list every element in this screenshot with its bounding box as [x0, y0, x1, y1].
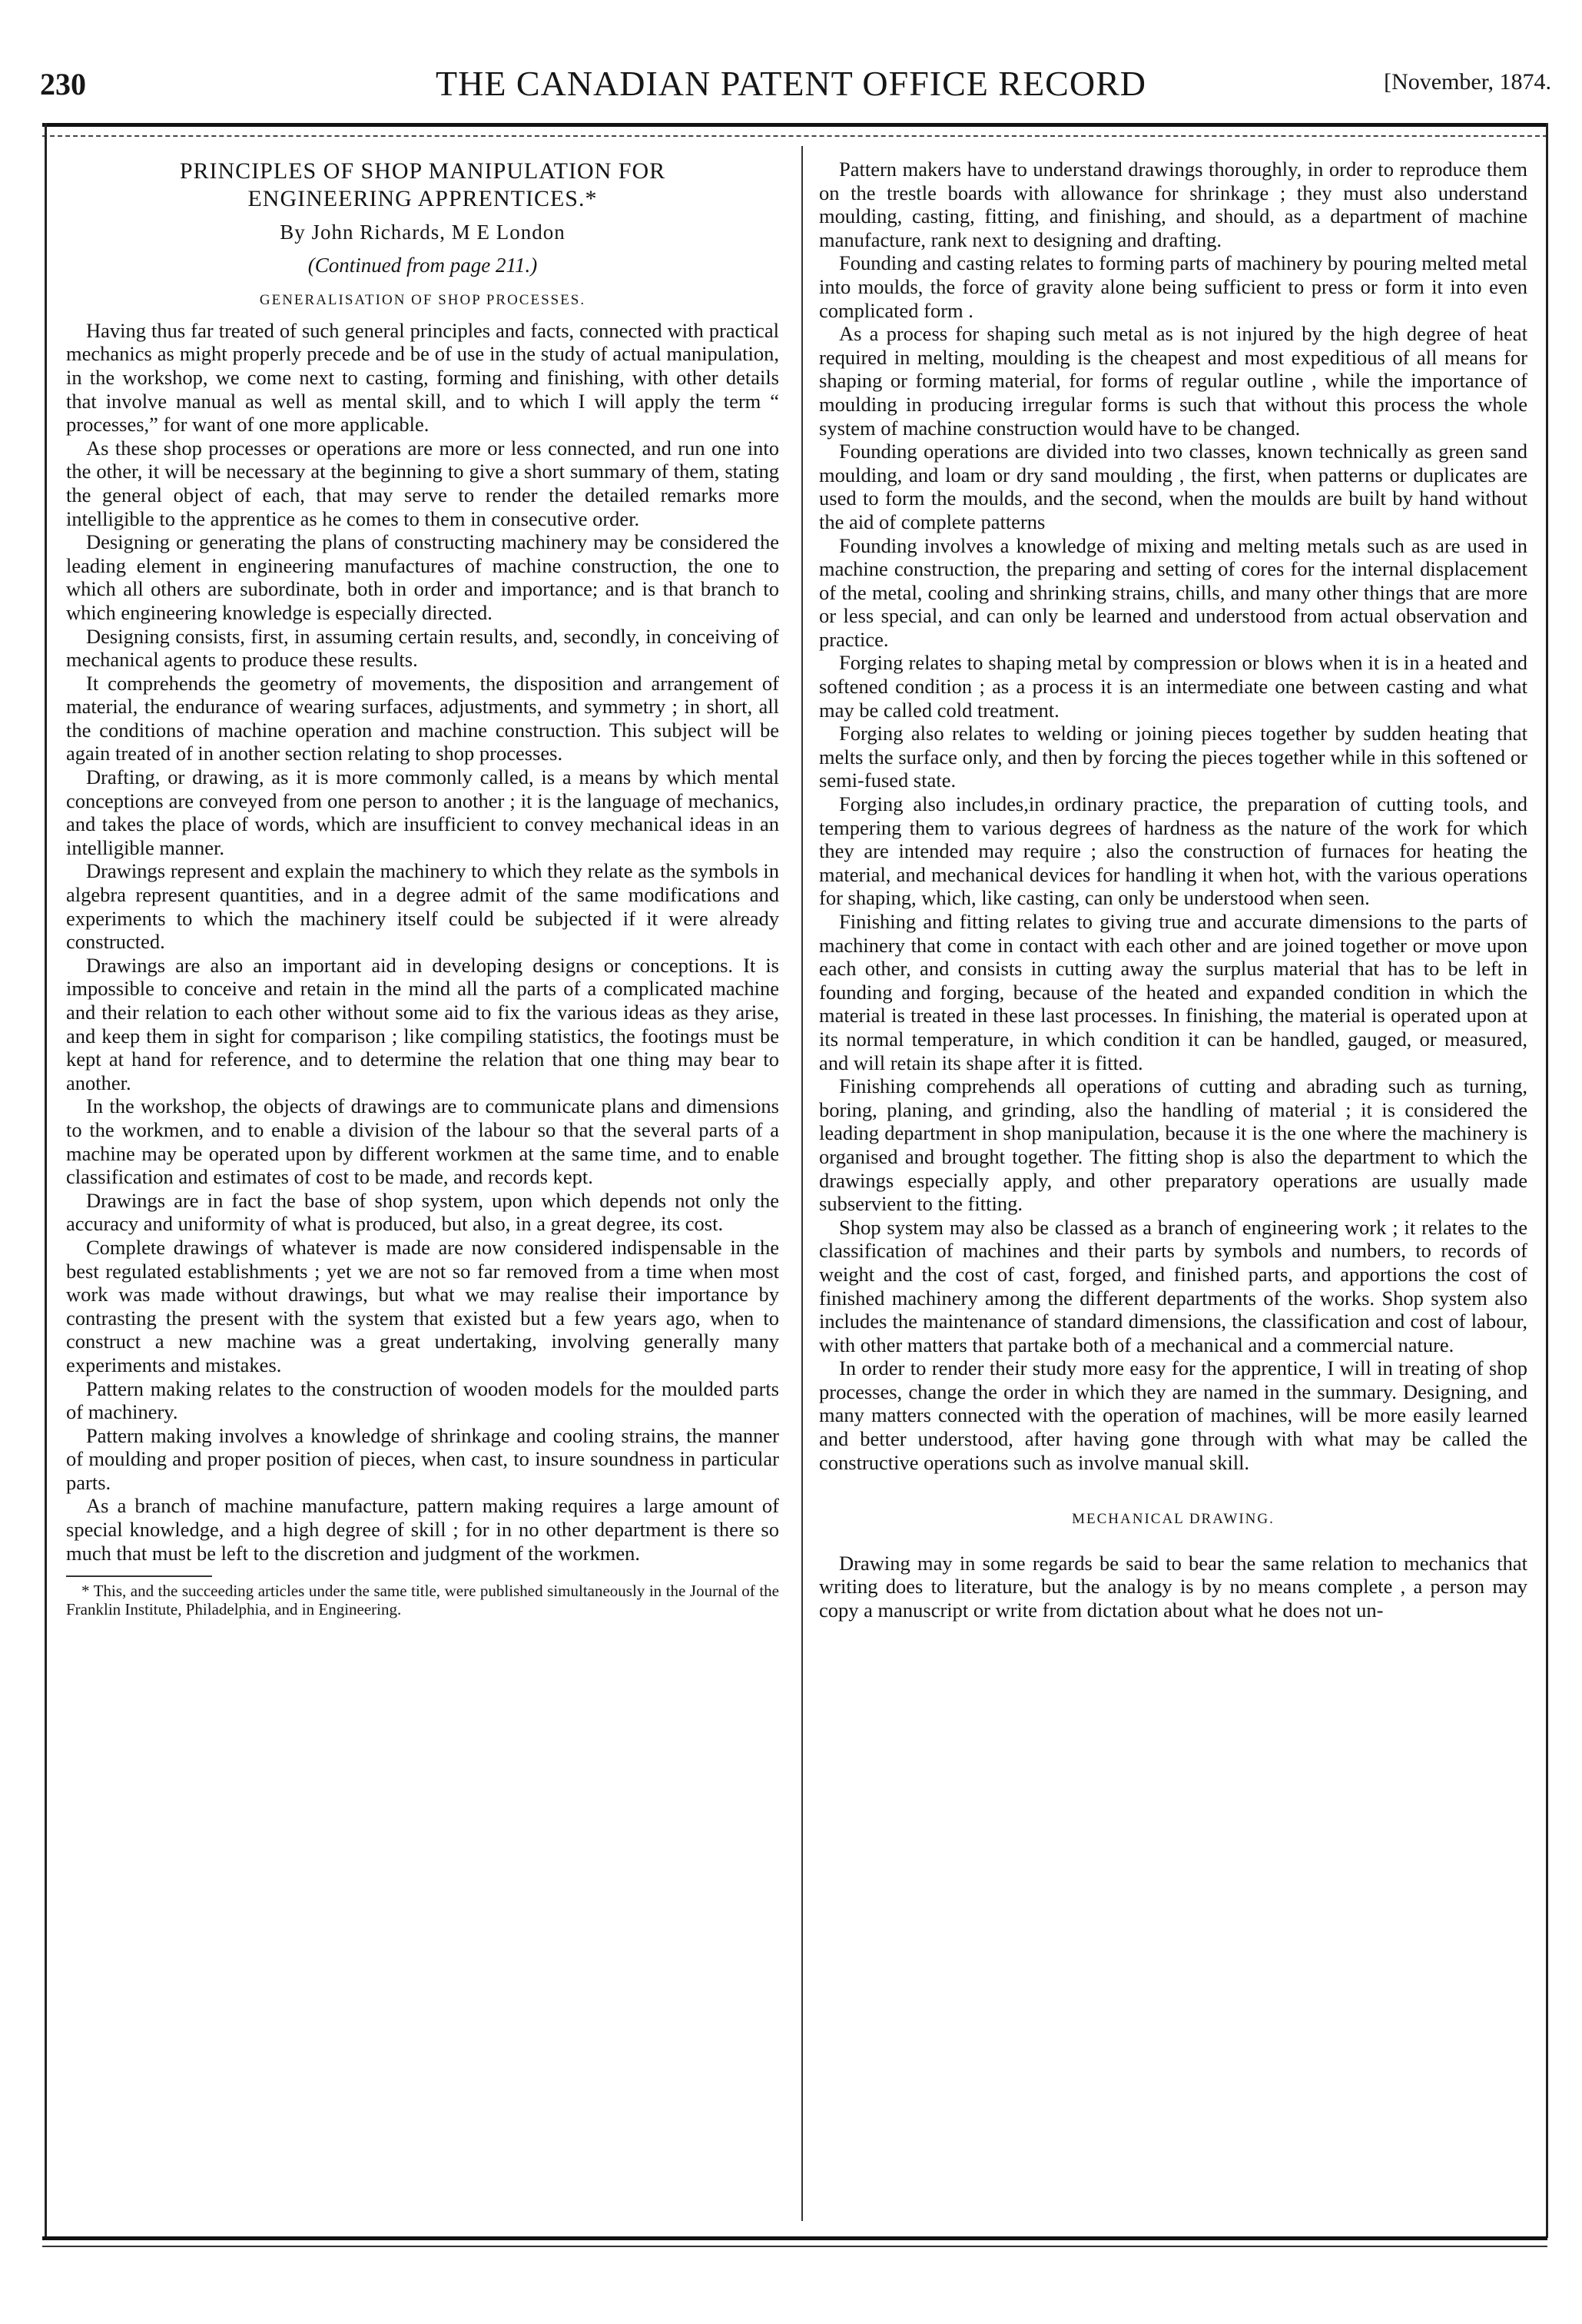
paragraph: Forging also includes,in ordinary practice, the preparation of cutting tools, and tempering them to various degrees of hardness as the nature of the work for which they are intended may require ; also the construction of furnaces for heating the material, and mechanical devices for handling it when hot, with the various operations for shaping, which, like casting, can only be understood when seen. [819, 792, 1527, 910]
left-body [66, 319, 779, 1565]
paragraph: Pattern makers have to understand drawings thoroughly, in order to reproduce them on the trestle boards with allowance for shrinkage ; they must also understand moulding, casting, fitting, and finishing, and should, as a department of machine manufacture, rank next to designing and drafting. [819, 158, 1527, 251]
paragraph: Complete drawings of whatever is made are now considered indispensable in the best regulated establishments ; yet we are not so far removed from a time when most work was made without drawings, but what we may realise their importance by contrasting the present with the system that existed but a few years ago, when to construct a new machine was a great undertaking, involving generally many experiments and mistakes. [66, 1235, 779, 1376]
page-number: 230 [40, 67, 86, 101]
paragraph: Forging relates to shaping metal by compression or blows when it is in a heated and softened condition ; as a process it is an intermediate one between casting and what may be called cold treatment. [819, 651, 1527, 722]
footnote: * This, and the succeeding articles under the same title, were published simultaneously in the Journal of the Franklin Institute, Philadelphia, and in Engineering. [66, 1582, 779, 1619]
continued-note: (Continued from page 211.) [307, 253, 538, 277]
article-title-line-2: ENGINEERING APPRENTICES.* [247, 186, 598, 211]
paragraph: Drafting, or drawing, as it is more commonly called, is a means by which mental conceptions are conveyed from one person to another ; it is the language of mechanics, and takes the place of words, which are insufficient to convey mechanical ideas in an intelligible manner. [66, 765, 779, 859]
paragraph: Drawings represent and explain the machinery to which they relate as the symbols in algebra represent quantities, and in a degree admit of the same modifications and experiments to which the machinery itself could be subjected if it were already constructed. [66, 859, 779, 954]
paragraph: Drawings are in fact the base of shop system, upon which depends not only the accuracy and uniformity of what is produced, but also, in a great degree, its cost. [66, 1188, 779, 1236]
journal-title: THE CANADIAN PATENT OFFICE RECORD [436, 64, 1146, 103]
paragraph: As a branch of machine manufacture, pattern making requires a large amount of special knowledge, and a high degree of skill ; for in no other department is there so much that must be left to the discretion and judgment of the workmen. [66, 1494, 779, 1565]
bottom-rule-thin [42, 2246, 1547, 2247]
section-heading: MECHANICAL DRAWING. [1072, 1511, 1275, 1528]
section-body [819, 1552, 1527, 1622]
paragraph: Having thus far treated of such general principles and facts, connected with practical mechanics as might properly precede and be of use in the study of actual manipulation, in the workshop, we come next to casting, forming and finishing, with other details that involve manual as well as mental skill, and to which I will apply the term “ processes,” for want of one more applicable. [66, 318, 779, 437]
footnote-rule [66, 1575, 212, 1577]
paragraph: Finishing comprehends all operations of cutting and abrading such as turning, boring, planing, and grinding, also the handling of material ; it is considered the leading department in shop manipulation, because it is the one where the machinery is organised and brought together. The fitting shop is also the department to which the drawings especially apply, and other preparatory operations are usually made subservient to the fitting. [819, 1074, 1527, 1216]
article-byline: By John Richards, M E London [280, 221, 565, 244]
column-divider [801, 146, 803, 2221]
paragraph: Designing or generating the plans of constructing machinery may be considered the leading element in engineering manufactures of machine construction, the one to which all others are subordinate, both in order and importance; and is that branch to which engineering knowledge is especially directed. [66, 530, 779, 624]
paragraph: It comprehends the geometry of movements, the disposition and arrangement of material, the endurance of wearing surfaces, adjustments, and symmetry ; in short, all the conditions of machine operation and machine construction. This subject will be again treated of in another section relating to shop processes. [66, 671, 779, 765]
right-column [819, 158, 1527, 1622]
issue-date: [November, 1874. [1384, 69, 1551, 95]
paragraph: As these shop processes or operations are more or less connected, and run one into the other, it will be necessary at the beginning to give a short summary of them, stating the general object of each, that may serve to render the detailed remarks more intelligible to the apprentice as he comes to them in consecutive order. [66, 436, 779, 530]
paragraph: Finishing and fitting relates to giving true and accurate dimensions to the parts of machinery that come in contact with each other and are joined together or move upon each other, and consists in cutting away the surplus material that has to be left in founding and forging, because of the heated and expanded condition in which the material is treated in these last processes. In finishing, the material is operated upon at its normal temperature, in which condition it can be handled, gauged, or measured, and will retain its shape after it is fitted. [819, 910, 1527, 1074]
page-header [31, 48, 1551, 109]
paragraph: Drawings are also an important aid in developing designs or conceptions. It is impossible to conceive and retain in the mind all the parts of a complicated machine and their relation to each other without some aid to fix the various ideas as they arise, and keep them in sight for comparison ; like compiling statistics, the footings must be kept at hand for reference, and to determine the relation that one thing may bear to another. [66, 953, 779, 1094]
left-column [66, 158, 779, 1618]
paragraph: Shop system may also be classed as a branch of engineering work ; it relates to the classification of machines and their parts by symbols and numbers, to records of weight and the cost of cast, forged, and finished parts, and apportions the cost of finished machinery among the different departments of the works. Shop system also includes the maintenance of standard dimensions, the classification and cost of labour, with other matters that partake both of a mechanical and a commercial nature. [819, 1215, 1527, 1356]
paragraph: Founding and casting relates to forming parts of machinery by pouring melted metal into moulds, the force of gravity alone being sufficient to press or form it into even complicated form . [819, 251, 1527, 322]
paragraph: Designing consists, first, in assuming certain results, and, secondly, in conceiving of mechanical agents to produce these results. [66, 624, 779, 672]
article-title [66, 158, 779, 213]
paragraph: Forging also relates to welding or joining pieces together by sudden heating that melts the surface only, and then by forcing the pieces together while in this softened or semi-fused state. [819, 722, 1527, 792]
bottom-rule [42, 2236, 1547, 2240]
paragraph: In order to render their study more easy for the apprentice, I will in treating of shop processes, change the order in which they are named in the summary. Designing, and many matters connected with the operation of machines, will be more easily learned and better understood, after having gone through with what may be called the constructive operations such as involve manual skill. [819, 1356, 1527, 1474]
paragraph: Founding operations are divided into two classes, known technically as green sand moulding, and loam or dry sand moulding , the first, when patterns or duplicates are used to form the moulds, and the second, when the moulds are built by hand without the aid of complete patterns [819, 440, 1527, 533]
article-title-line-1: PRINCIPLES OF SHOP MANIPULATION FOR [179, 158, 666, 184]
subheading: GENERALISATION OF SHOP PROCESSES. [259, 292, 586, 309]
paragraph: Drawing may in some regards be said to bear the same relation to mechanics that writing does to literature, but the analogy is by no means complete , a person may copy a manuscript or write from dictation about what he does not un- [819, 1551, 1527, 1622]
paragraph: As a process for shaping such metal as is not injured by the high degree of heat required in melting, moulding is the cheapest and most expeditious of all means for shaping or forming material, for forms of regular outline , while the importance of moulding in producing irregular forms is such that without this process the whole system of machine construction would have to be changed. [819, 322, 1527, 440]
paragraph: Founding involves a knowledge of mixing and melting metals such as are used in machine construction, the preparing and setting of cores for the internal displacement of the metal, cooling and shrinking strains, chills, and many other things that are more or less special, and can only be learned and understood from actual observation and practice. [819, 533, 1527, 651]
paragraph: Pattern making relates to the construction of wooden models for the moulded parts of machinery. [66, 1376, 779, 1424]
paragraph: In the workshop, the objects of drawings are to communicate plans and dimensions to the workmen, and to enable a division of the labour so that the several parts of a machine may be operated upon by different workmen at the same time, and to enable classification and estimates of cost to be made, and records kept. [66, 1094, 779, 1189]
paragraph: Pattern making involves a knowledge of shrinkage and cooling strains, the manner of moulding and proper position of pieces, when cast, to insure soundness in particular parts. [66, 1423, 779, 1494]
right-body [819, 158, 1527, 1474]
